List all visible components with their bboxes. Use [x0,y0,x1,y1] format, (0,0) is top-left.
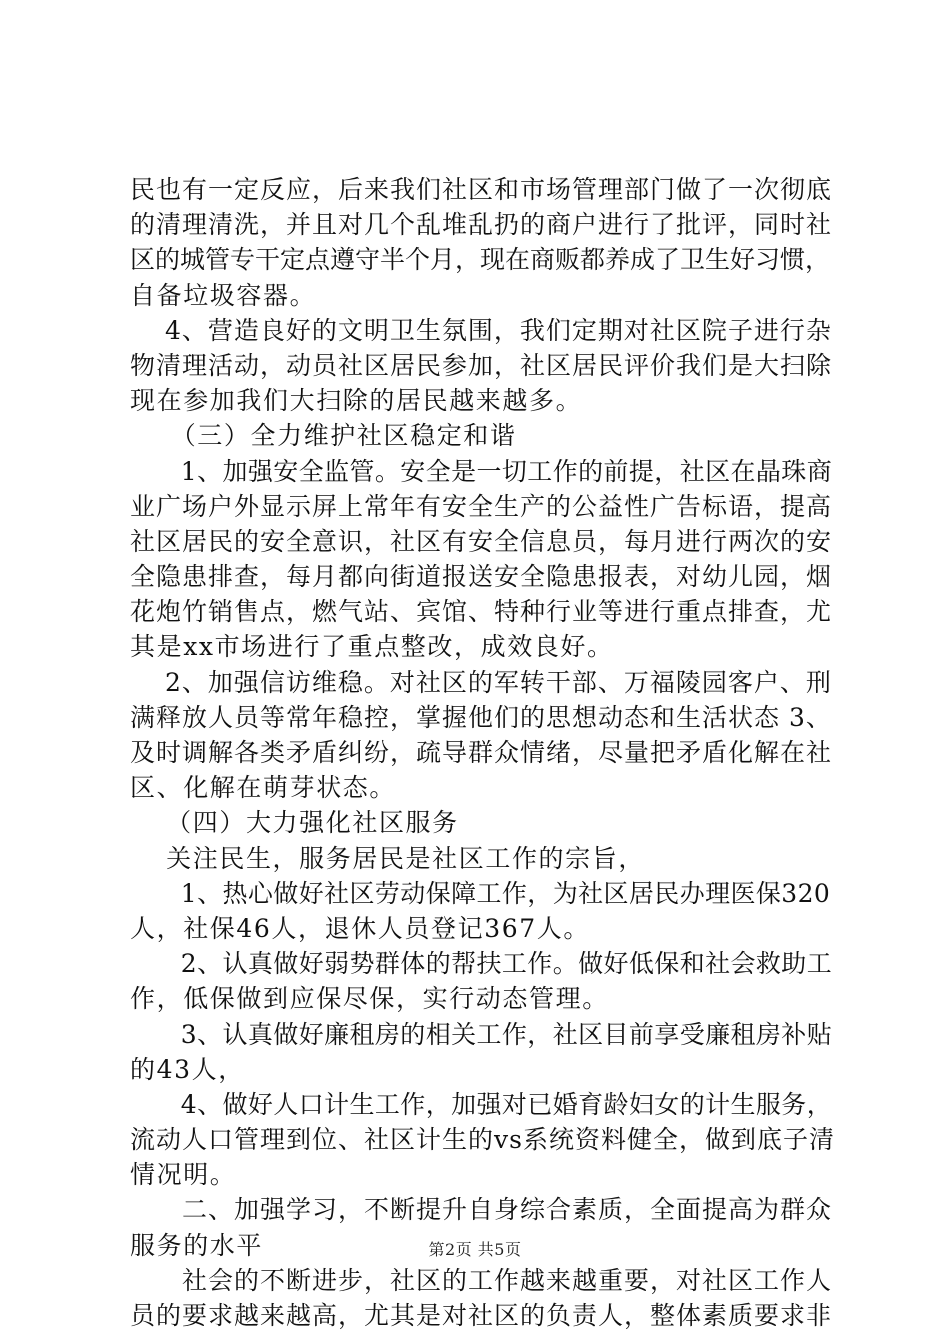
text-line: 的清理清洗，并且对几个乱堆乱扔的商户进行了批评，同时社 [130,210,833,240]
text-line: 的43人， [130,1054,245,1084]
text-line: 社会的不断进步，社区的工作越来越重要，对社区工作人 [130,1265,833,1295]
text-line: 全隐患排查，每月都向街道报送安全隐患报表，对幼儿园，烟 [130,562,833,592]
text-line: 民也有一定反应，后来我们社区和市场管理部门做了一次彻底 [130,175,833,204]
text-line: 3、认真做好廉租房的相关工作，社区目前享受廉租房补贴 [130,1019,833,1049]
section-heading: 二、加强学习，不断提升自身综合素质，全面提高为群众 [130,1195,833,1225]
text-line: 4、做好人口计生工作，加强对已婚育龄妇女的计生服务， [130,1089,833,1119]
text-line: 区的城管专干定点遵守半个月，现在商贩都养成了卫生好习惯， [130,245,831,275]
text-line: 人，社保46人，退休人员登记367人。 [130,913,590,943]
document-body [130,172,835,1333]
text-line: 流动人口管理到位、社区计生的vs系统资料健全，做到底子清 [130,1125,835,1155]
text-line: 及时调解各类矛盾纠纷，疏导群众情绪，尽量把矛盾化解在社 [130,738,833,767]
text-line: 现在参加我们大扫除的居民越来越多。 [130,386,583,416]
text-line: 1、热心做好社区劳动保障工作，为社区居民办理医保320 [130,878,831,908]
text-line: 区、化解在萌芽状态。 [130,773,397,803]
text-line: 社区居民的安全意识，社区有安全信息员，每月进行两次的安 [130,526,833,556]
section-heading: 服务的水平 [130,1230,264,1260]
text-line: 4、营造良好的文明卫生氛围，我们定期对社区院子进行杂 [130,315,832,345]
text-line: 业广场户外显示屏上常年有安全生产的公益性广告标语，提高 [130,491,833,521]
text-line: 员的要求越来越高，尤其是对社区的负责人，整体素质要求非 [130,1301,833,1330]
section-heading: （四）大力强化社区服务 [130,808,459,838]
text-line: 花炮竹销售点，燃气站、宾馆、特种行业等进行重点排查，尤 [130,597,833,627]
text-line: 情况明。 [130,1160,237,1190]
page-number-footer: 第2页 共5页 [428,1240,522,1259]
text-line: 2、认真做好弱势群体的帮扶工作。做好低保和社会救助工 [130,949,833,979]
text-line: 其是xx市场进行了重点整改，成效良好。 [130,632,614,662]
text-line: 2、加强信访维稳。对社区的军转干部、万福陵园客户、刑 [130,667,832,697]
text-line: 自备垃圾容器。 [130,280,317,310]
text-line: 满释放人员等常年稳控，掌握他们的思想动态和生活状态 3、 [130,702,832,732]
text-line: 物清理活动，动员社区居民参加，社区居民评价我们是大扫除 [130,350,833,380]
text-line: 1、加强安全监管。安全是一切工作的前提，社区在晶珠商 [130,456,833,486]
text-line: 作，低保做到应保尽保，实行动态管理。 [130,984,609,1014]
section-heading: （三）全力维护社区稳定和谐 [130,421,517,451]
text-line: 关注民生，服务居民是社区工作的宗旨， [130,843,645,873]
